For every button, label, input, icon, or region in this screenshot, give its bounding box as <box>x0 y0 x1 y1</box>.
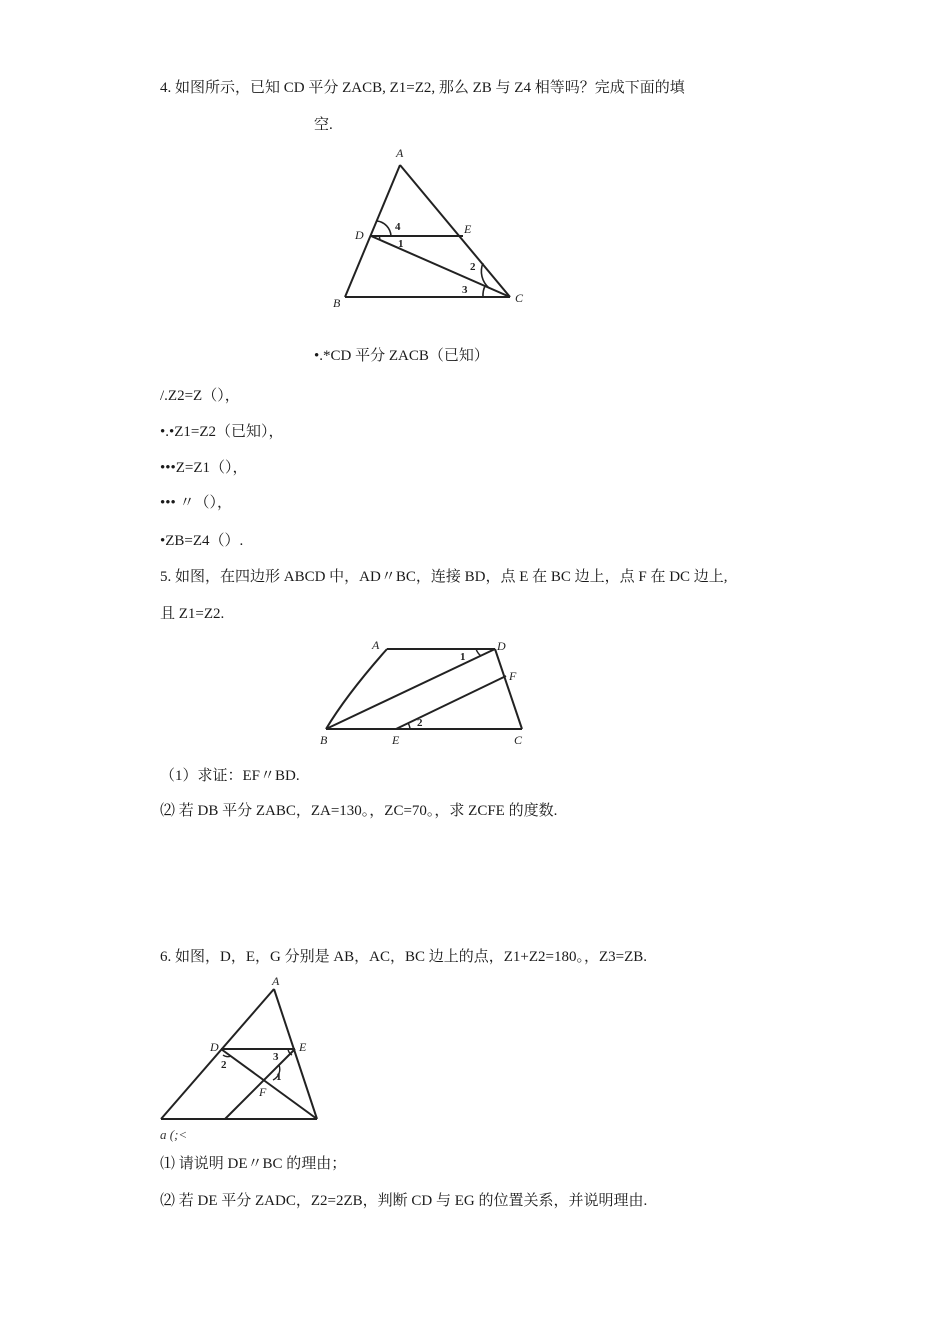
q5-label-f: F <box>509 669 517 683</box>
q6-angle-2: 2 <box>221 1059 227 1071</box>
q6-statement: 6. 如图，D，E，G 分别是 AB，AC，BC 边上的点，Z1+Z2=180。，Z3=ZB. <box>160 949 648 965</box>
q4-step-5: •ZB=Z4（）. <box>160 533 244 549</box>
q6-triangle-figure <box>155 972 330 1127</box>
q4-angle-4: 4 <box>395 221 401 233</box>
q4-label-c: C <box>515 291 524 305</box>
q4-step-1: /.Z2=Z（）， <box>160 388 240 404</box>
q4-angle-1: 1 <box>398 238 404 250</box>
q6-angle-1: 1 <box>276 1071 282 1083</box>
q4-angle-2: 2 <box>470 261 476 273</box>
q4-label-d: D <box>355 228 364 242</box>
q5-sub-1: （1）求证：EF〃BD. <box>160 768 300 784</box>
q4-triangle-figure <box>325 140 535 315</box>
q4-label-b: B <box>333 296 341 310</box>
q6-label-d: D <box>210 1040 219 1054</box>
q5-label-c: C <box>514 733 523 747</box>
q5-label-d: D <box>497 639 506 653</box>
q6-sub-2: ⑵ 若 DE 平分 ZADC，Z2=2ZB，判断 CD 与 EG 的位置关系，并说明理由. <box>160 1193 648 1209</box>
q5-label-a: A <box>372 638 380 652</box>
q6-label-f: F <box>259 1085 267 1099</box>
q5-statement-line1: 5. 如图，在四边形 ABCD 中，AD〃BC，连接 BD，点 E 在 BC 边上，点 F 在 DC 边上, <box>160 569 728 585</box>
q5-label-b: B <box>320 733 328 747</box>
q4-step-2: •.•Z1=Z2（已知）， <box>160 424 284 440</box>
q4-statement-line1: 4. 如图所示，已知 CD 平分 ZACB, Z1=Z2, 那么 ZB 与 Z4 相等吗？完成下面的填 <box>160 80 685 96</box>
q4-step-4: ••• 〃（）， <box>160 495 233 511</box>
q6-label-a: A <box>272 974 280 988</box>
q4-step-3: •••Z=Z1（）， <box>160 460 248 476</box>
q5-angle-2: 2 <box>417 717 423 729</box>
q6-sub-1: ⑴ 请说明 DE〃BC 的理由； <box>160 1156 347 1172</box>
q4-proof-start: •.*CD 平分 ZACB（已知） <box>314 348 489 364</box>
q5-angle-1: 1 <box>460 651 466 663</box>
q6-figure-caption: a (;< <box>160 1127 188 1142</box>
q4-label-a: A <box>396 146 404 160</box>
q6-label-e: E <box>299 1040 307 1054</box>
q5-label-e: E <box>392 733 400 747</box>
q4-angle-3: 3 <box>462 284 468 296</box>
q4-statement-line2: 空. <box>314 117 333 133</box>
q5-sub-2: ⑵ 若 DB 平分 ZABC，ZA=130。，ZC=70。，求 ZCFE 的度数. <box>160 803 558 819</box>
q6-angle-3: 3 <box>273 1051 279 1063</box>
q5-statement-line2: 且 Z1=Z2. <box>160 606 225 622</box>
q5-quadrilateral-figure <box>312 634 537 749</box>
q4-label-e: E <box>464 222 472 236</box>
